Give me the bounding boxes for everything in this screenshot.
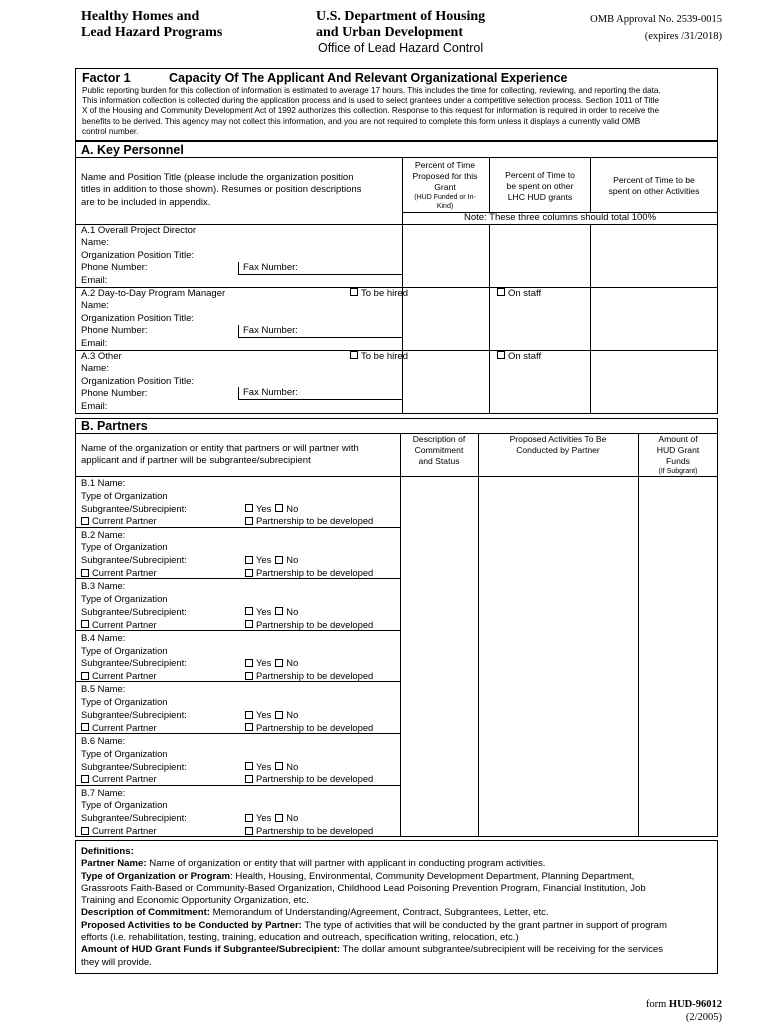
row-divider [75, 681, 400, 682]
row-divider [75, 578, 400, 579]
subgrantee-options [245, 812, 373, 838]
a2-block [81, 288, 225, 350]
checkbox-label: Current Partner [92, 773, 157, 785]
col-activities [478, 434, 638, 456]
org-type-label: Type of Organization [81, 696, 168, 708]
def-amount [81, 944, 713, 956]
subgrantee-label: Subgrantee/Subrecipient: [81, 554, 187, 566]
checkbox[interactable] [275, 504, 283, 512]
fax-label: Fax Number: [243, 387, 298, 398]
omb-block [560, 11, 722, 45]
checkbox-label: No [286, 760, 299, 772]
col-header-line: Proposed for this [412, 171, 478, 181]
a2-on-staff[interactable] [497, 288, 541, 300]
subgrantee-label: Subgrantee/Subrecipient: [81, 605, 187, 617]
partner-row [81, 477, 187, 528]
checkbox[interactable] [81, 775, 89, 783]
col-header-line: Percent of Time [414, 160, 476, 170]
develop-option[interactable] [245, 825, 373, 838]
checkbox-label: Partnership to be developed [256, 773, 374, 785]
fax-label: Fax Number: [243, 325, 298, 336]
col-header-line: Proposed Activities To Be [509, 434, 607, 444]
org-type-label: Type of Organization [81, 489, 168, 501]
checkbox[interactable] [245, 504, 253, 512]
a2-to-be-hired[interactable] [350, 288, 408, 300]
checkbox[interactable] [245, 672, 253, 680]
burden-line: X of the Housing and Community Development Act of 1992 authorizes this collection. Response to this request for information is required in order to receive the [82, 106, 660, 116]
checkbox[interactable] [275, 659, 283, 667]
yes-option[interactable] [245, 812, 271, 823]
org-type-label: Type of Organization [81, 592, 168, 604]
def-text: The dollar amount subgrantee/subrecipient will be receiving for the services [340, 944, 664, 956]
subgrantee-options [245, 606, 373, 632]
checkbox-label: Partnership to be developed [256, 721, 374, 733]
intro-line: are to be included in appendix. [81, 196, 211, 208]
current-partner-option[interactable] [81, 825, 187, 838]
checkbox-label: Yes [256, 502, 272, 514]
col-header-note: (If Subgrant) [658, 468, 698, 475]
partner-row [81, 787, 187, 838]
burden-line: This information collection is collected during the application process and is used to select grantees under a competitive selection process. Section 1011 of Title [82, 96, 659, 106]
checkbox[interactable] [245, 607, 253, 615]
burden-line: control number. [82, 126, 139, 136]
yes-no-options [245, 503, 373, 516]
a1-block [81, 225, 196, 287]
definitions-heading: Definitions: [81, 846, 134, 857]
checkbox-label: No [286, 709, 299, 720]
no-option[interactable] [275, 554, 298, 565]
program-name [81, 9, 222, 41]
no-option[interactable] [275, 657, 298, 668]
checkbox-label: Current Partner [92, 618, 157, 630]
checkbox-label: Yes [256, 554, 272, 566]
form-number: HUD-96012 [668, 999, 722, 1010]
office-name: Office of Lead Hazard Control [318, 41, 484, 55]
def-label: Description of Commitment: [81, 907, 210, 919]
no-option[interactable] [275, 812, 298, 823]
partner-name-label: B.5 Name: [81, 683, 126, 695]
partner-name-label: B.3 Name: [81, 580, 126, 592]
org-title-label: Organization Position Title: [81, 249, 195, 261]
checkbox-label: Partnership to be developed [256, 824, 374, 836]
col-header-note: (HUD Funded or In- [414, 194, 476, 201]
checkbox-label: No [286, 605, 299, 617]
subgrantee-options [245, 761, 373, 787]
checkbox-label: Yes [256, 812, 272, 824]
name-label: Name: [81, 363, 109, 375]
burden-line: benefits to be derived. This agency may not collect this information, and you are not required to complete this form unless it displays a currently valid OMB [82, 116, 641, 126]
def-text: efforts (i.e. rehabilitation, testing, training, education and outreach, specification writing, relocation, etc.) [81, 932, 519, 944]
omb-expiration: (expires /31/2018) [644, 31, 722, 42]
yes-no-options [245, 761, 373, 774]
percent-note: Note: These three columns should total 100% [463, 212, 657, 223]
partner-row [81, 683, 187, 734]
checkbox[interactable] [245, 723, 253, 731]
omb-approval: OMB Approval No. 2539-0015 [590, 14, 722, 25]
def-text: Training and Economic Opportunity Organization, etc. [81, 895, 309, 907]
def-text: Name of organization or entity that will partner with applicant in conducting program activities. [146, 858, 546, 870]
checkbox[interactable] [245, 620, 253, 628]
checkbox-label: Partnership to be developed [256, 670, 374, 682]
yes-no-options [245, 709, 373, 722]
checkbox-label: Partnership to be developed [256, 566, 374, 578]
checkbox[interactable] [245, 659, 253, 667]
org-title-label: Organization Position Title: [81, 375, 195, 387]
no-option[interactable] [275, 709, 298, 720]
partner-name-label: B.7 Name: [81, 786, 126, 798]
subgrantee-label: Subgrantee/Subrecipient: [81, 708, 187, 720]
def-text: Grassroots Faith-Based or Community-Based Organization, Childhood Lead Poisoning Prevention Program, Financial Institution, Job [81, 882, 646, 894]
phone-label: Phone Number: [81, 262, 148, 274]
partner-row [81, 735, 187, 786]
name-label: Name: [81, 300, 109, 312]
checkbox-label: On staff [508, 288, 542, 299]
checkbox-label: No [286, 657, 299, 669]
definitions [81, 846, 713, 969]
col-description [400, 434, 478, 467]
yes-no-options [245, 657, 373, 670]
partner-row [81, 580, 187, 631]
partners-intro [81, 443, 359, 468]
col-header-line: and Status [418, 456, 460, 466]
yes-option[interactable] [245, 761, 271, 772]
checkbox[interactable] [245, 569, 253, 577]
col-header-line: be spent on other [506, 181, 574, 191]
org-type-label: Type of Organization [81, 799, 168, 811]
agency-line-2: and Urban Development [316, 25, 464, 40]
partner-row [81, 632, 187, 683]
yes-no-options [245, 606, 373, 619]
partner-name-label: B.6 Name: [81, 735, 126, 746]
yes-no-options [245, 554, 373, 567]
phone-label: Phone Number: [81, 325, 148, 337]
checkbox[interactable] [245, 762, 253, 770]
col-header-line: HUD Grant [656, 445, 700, 455]
subgrantee-label: Subgrantee/Subrecipient: [81, 760, 187, 772]
checkbox-label: Current Partner [92, 566, 157, 578]
checkbox-label: To be hired [361, 288, 409, 299]
checkbox[interactable] [81, 620, 89, 628]
phone-label: Phone Number: [81, 388, 148, 400]
checkbox-label: Partnership to be developed [256, 515, 374, 527]
checkbox[interactable] [497, 351, 505, 359]
checkbox[interactable] [81, 517, 89, 525]
col-percent-grant [402, 160, 488, 211]
def-activities [81, 920, 713, 932]
checkbox-label: Current Partner [92, 824, 157, 836]
yes-option[interactable] [245, 657, 271, 668]
a3-block [81, 351, 194, 413]
form-number-line [600, 998, 722, 1011]
def-text: : Health, Housing, Environmental, Community Development Department, Planning Department, [230, 870, 635, 882]
yes-no-options [245, 812, 373, 825]
factor-label: Factor 1 [82, 71, 131, 85]
checkbox[interactable] [245, 556, 253, 564]
agency-line-1: U.S. Department of Housing [316, 9, 486, 24]
checkbox[interactable] [245, 775, 253, 783]
checkbox-label: On staff [508, 351, 542, 362]
checkbox[interactable] [275, 762, 283, 770]
intro-line: Name of the organization or entity that partners or will partner with [81, 443, 359, 454]
checkbox[interactable] [497, 288, 505, 296]
factor-box [75, 68, 718, 141]
fax-label: Fax Number: [243, 262, 298, 273]
subgrantee-label: Subgrantee/Subrecipient: [81, 657, 187, 669]
col-header-line: Percent of Time to [505, 170, 575, 180]
program-line-2: Lead Hazard Programs [81, 25, 223, 40]
def-text: they will provide. [81, 956, 152, 968]
yes-option[interactable] [245, 503, 271, 514]
row-divider [75, 733, 400, 734]
col-header-line: Amount of [658, 434, 698, 444]
a3-title: A.3 Other [81, 351, 122, 362]
checkbox[interactable] [275, 711, 283, 719]
col-percent-lhc [492, 170, 588, 203]
checkbox[interactable] [245, 827, 253, 835]
email-label: Email: [81, 337, 108, 349]
a3-to-be-hired[interactable] [350, 351, 408, 363]
def-label: Amount of HUD Grant Funds if Subgrantee/Subrecipient: [81, 944, 341, 956]
col-header-line: Description of [412, 434, 466, 444]
checkbox[interactable] [275, 607, 283, 615]
checkbox[interactable] [245, 711, 253, 719]
yes-option[interactable] [245, 709, 271, 720]
checkbox[interactable] [81, 569, 89, 577]
org-type-label: Type of Organization [81, 644, 168, 656]
no-option[interactable] [275, 503, 298, 514]
form-date: (2/2005) [685, 1012, 722, 1023]
checkbox-label: Partnership to be developed [256, 618, 374, 630]
burden-line: Public reporting burden for this collection of information is estimated to average 17 hours. This includes the time for collecting, reviewing, and reporting the data. [82, 86, 661, 95]
yes-option[interactable] [245, 606, 271, 617]
checkbox-label: Yes [256, 605, 272, 617]
checkbox[interactable] [245, 814, 253, 822]
col-header-line: Grant [434, 182, 456, 192]
checkbox[interactable] [350, 351, 358, 359]
burden-statement [82, 86, 661, 137]
org-type-label: Type of Organization [81, 541, 168, 553]
def-partner-name [81, 858, 713, 870]
checkbox-label: Yes [256, 657, 272, 669]
checkbox-label: Current Partner [92, 721, 157, 733]
subgrantee-label: Subgrantee/Subrecipient: [81, 812, 187, 824]
key-personnel-title: A. Key Personnel [81, 143, 184, 157]
checkbox-label: No [286, 812, 299, 824]
program-line-1: Healthy Homes and [81, 9, 200, 24]
checkbox[interactable] [275, 814, 283, 822]
form-prefix: form [645, 999, 669, 1010]
col-header-line: Percent of Time to be [613, 175, 695, 185]
def-label: Partner Name: [81, 858, 147, 870]
checkbox[interactable] [81, 723, 89, 731]
checkbox[interactable] [275, 556, 283, 564]
col-header-line: Conducted by Partner [516, 445, 600, 455]
subgrantee-options [245, 657, 373, 683]
col-header-line: LHC HUD grants [507, 192, 573, 202]
factor-title: Capacity Of The Applicant And Relevant Organizational Experience [169, 71, 568, 85]
intro-line: Name and Position Title (please include the organization position [81, 172, 354, 183]
partner-name-label: B.1 Name: [81, 477, 126, 488]
def-commitment [81, 907, 713, 919]
def-org-type [81, 871, 713, 883]
name-label: Name: [81, 237, 109, 249]
col-header-line: Commitment [414, 445, 464, 455]
intro-line: titles in addition to those shown). Resumes or position descriptions [81, 184, 362, 196]
no-option[interactable] [275, 606, 298, 617]
checkbox-label: Current Partner [92, 515, 157, 527]
checkbox[interactable] [81, 827, 89, 835]
subgrantee-label: Subgrantee/Subrecipient: [81, 502, 187, 514]
col-header-line: Funds [666, 456, 690, 466]
def-text: Memorandum of Understanding/Agreement, Contract, Subgrantees, Letter, etc. [210, 907, 549, 919]
form-footer [600, 998, 722, 1024]
col-header-line: spent on other Activities [608, 186, 700, 196]
def-label: Type of Organization or Program [81, 870, 231, 882]
a2-title: A.2 Day-to-Day Program Manager [81, 288, 226, 299]
subgrantee-options [245, 503, 373, 529]
partner-name-label: B.2 Name: [81, 528, 126, 540]
checkbox[interactable] [81, 672, 89, 680]
checkbox-label: Yes [256, 709, 272, 720]
checkbox-label: Yes [256, 760, 272, 772]
checkbox-label: To be hired [361, 351, 409, 362]
yes-option[interactable] [245, 554, 271, 565]
def-text: The type of activities that will be conducted by the grant partner in support of program [301, 919, 667, 931]
a1-title: A.1 Overall Project Director [81, 225, 197, 236]
key-personnel-intro [81, 172, 361, 209]
a3-on-staff[interactable] [497, 351, 541, 363]
subgrantee-options [245, 554, 373, 580]
checkbox[interactable] [245, 517, 253, 525]
col-amount [638, 434, 718, 476]
checkbox-label: No [286, 554, 299, 566]
org-type-label: Type of Organization [81, 747, 168, 759]
email-label: Email: [81, 274, 108, 286]
intro-line: applicant and if partner will be subgrantee/subrecipient [81, 455, 311, 467]
subgrantee-options [245, 709, 373, 735]
partner-row [81, 529, 187, 580]
email-label: Email: [81, 400, 108, 412]
agency-name [316, 9, 485, 41]
no-option[interactable] [275, 761, 298, 772]
checkbox-label: Current Partner [92, 670, 157, 682]
org-title-label: Organization Position Title: [81, 312, 195, 324]
partners-title: B. Partners [81, 419, 148, 433]
def-label: Proposed Activities to be Conducted by Partner: [81, 919, 302, 931]
checkbox-label: No [286, 502, 299, 514]
col-percent-other [592, 175, 716, 197]
partner-name-label: B.4 Name: [81, 631, 126, 643]
col-header-note: Kind) [436, 203, 454, 210]
checkbox[interactable] [350, 288, 358, 296]
